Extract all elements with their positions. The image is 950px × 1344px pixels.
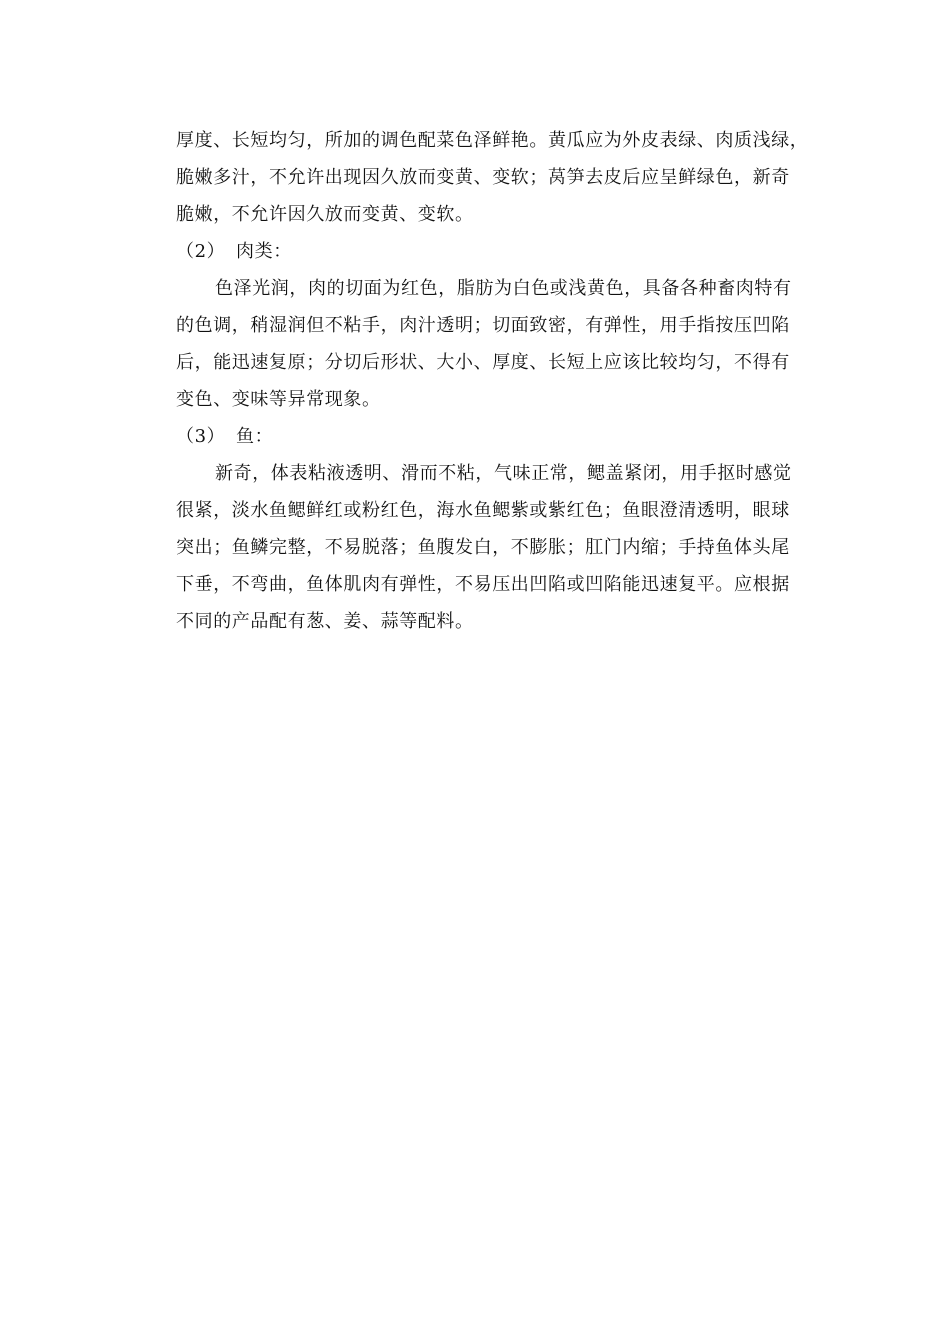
section-heading-fish [176, 418, 836, 455]
paragraph-line: 脆嫩，不允许因久放而变黄、变软。 [176, 204, 474, 225]
section-title: 鱼： [236, 426, 274, 447]
document-body [176, 122, 836, 640]
section-number: （2） [176, 241, 226, 262]
section-number: （3） [176, 426, 226, 447]
paragraph-line: 下垂，不弯曲，鱼体肌肉有弹性，不易压出凹陷或凹陷能迅速复平。应根据 [176, 574, 790, 595]
paragraph-line: 不同的产品配有葱、姜、蒜等配料。 [176, 611, 474, 632]
paragraph-line: 色泽光润，肉的切面为红色，脂肪为白色或浅黄色，具备各种畜肉特有 [215, 278, 792, 299]
section-heading-meat [176, 233, 836, 270]
paragraph-line: 厚度、长短均匀，所加的调色配菜色泽鲜艳。黄瓜应为外皮表绿、肉质浅绿， [176, 130, 809, 151]
paragraph-line: 的色调，稍湿润但不粘手，肉汁透明；切面致密，有弹性，用手指按压凹陷 [176, 315, 790, 336]
paragraph-line: 突出；鱼鳞完整，不易脱落；鱼腹发白，不膨胀；肛门内缩；手持鱼体头尾 [176, 537, 790, 558]
paragraph-line: 后，能迅速复原；分切后形状、大小、厚度、长短上应该比较均匀，不得有 [176, 352, 790, 373]
paragraph-line: 脆嫩多汁，不允许出现因久放而变黄、变软；莴笋去皮后应呈鲜绿色，新奇 [176, 167, 790, 188]
paragraph-line: 新奇，体表粘液透明、滑而不粘，气味正常，鳃盖紧闭，用手抠时感觉 [215, 463, 792, 484]
section-title: 肉类： [236, 241, 292, 262]
paragraph-line: 很紧，淡水鱼鳃鲜红或粉红色，海水鱼鳃紫或紫红色；鱼眼澄清透明，眼球 [176, 500, 790, 521]
paragraph-line: 变色、变味等异常现象。 [176, 389, 381, 410]
